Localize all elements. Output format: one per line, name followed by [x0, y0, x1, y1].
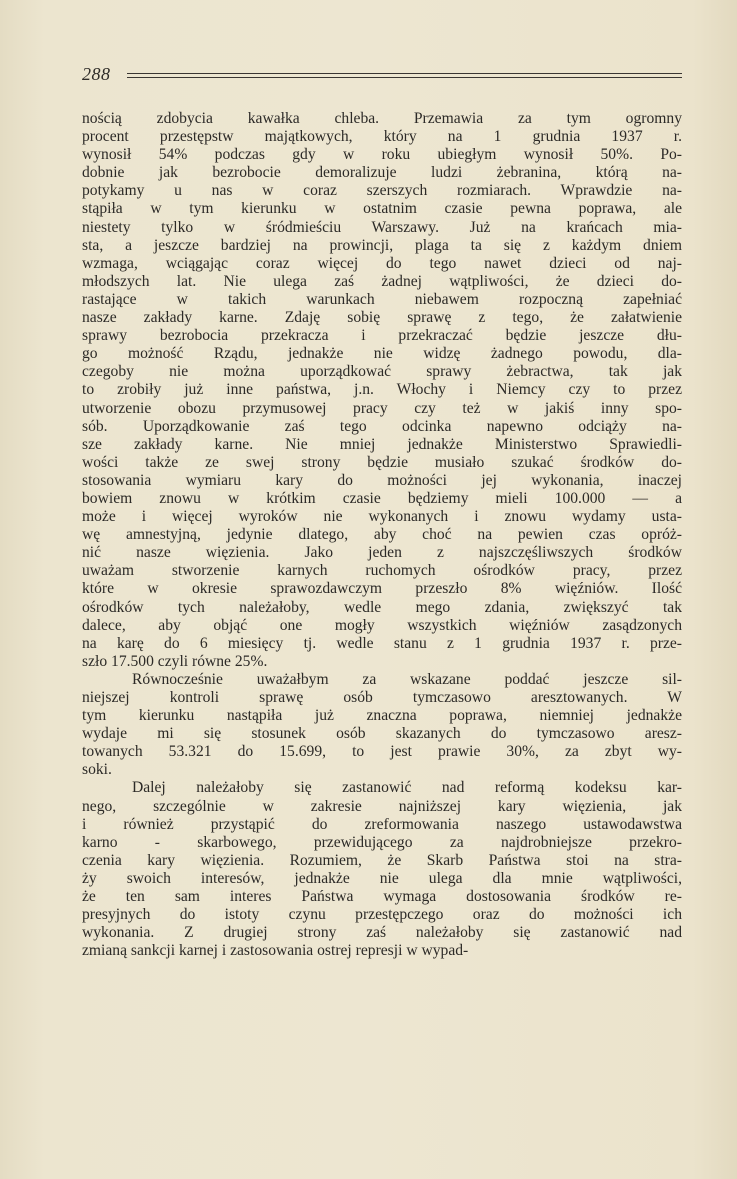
page-number: 288 — [82, 64, 111, 84]
paragraph — [82, 671, 682, 780]
text-line: ży swoich interesów, jednakże nie ulega dla mnie wątpliwości, — [82, 869, 682, 887]
header-rule — [127, 77, 682, 78]
text-line: wości także ze swej strony będzie musiało szukać środków do- — [82, 453, 682, 471]
text-line: sprawy bezrobocia przekracza i przekraczać będzie jeszcze dłu- — [82, 327, 682, 345]
text-line: wykonania. Z drugiej strony zaś należałoby się zastanowić nad — [82, 924, 682, 942]
text-line: niestety tylko w śródmieściu Warszawy. Już na krańcach mia- — [82, 218, 682, 236]
text-line: tym kierunku nastąpiła już znaczna poprawa, niemniej jednakże — [82, 707, 682, 725]
text-line: Dalej należałoby się zastanowić nad reformą kodeksu kar- — [132, 779, 682, 797]
text-line: sze zakłady karne. Nie mniej jednakże Ministerstwo Sprawiedli- — [82, 435, 682, 453]
text-line: czenia kary więzienia. Rozumiem, że Skarb Państwa stoi na stra- — [82, 851, 682, 869]
text-line: młodszych lat. Nie ulega zaś żadnej wątpliwości, że dzieci do- — [82, 272, 682, 290]
text-line: utworzenie obozu przymusowej pracy czy też w jakiś inny spo- — [82, 399, 682, 417]
text-line: stąpiła w tym kierunku w ostatnim czasie pewna poprawa, ale — [82, 200, 682, 218]
text-line: nasze zakłady karne. Zdaję sobię sprawę z tego, że załatwienie — [82, 309, 682, 327]
text-line: potykamy u nas w coraz szerszych rozmiarach. Wprawdzie na- — [82, 182, 682, 200]
text-line: niejszej kontroli sprawę osób tymczasowo aresztowanych. W — [82, 689, 682, 706]
text-line: stosowania wymiaru kary do możności jej wykonania, inaczej — [82, 471, 682, 489]
text-line: wę amnestyjną, jedynie dlatego, aby choć na pewien czas opróż- — [82, 526, 682, 544]
text-line: sób. Uporządkowanie zaś tego odcinka napewno odciąży na- — [82, 417, 682, 435]
text-line: wynosił 54% podczas gdy w roku ubiegłym wynosił 50%. Po- — [82, 146, 682, 164]
text-line: karno - skarbowego, przewidującego za najdrobniejsze przekro- — [82, 833, 682, 851]
text-line: Równocześnie uważałbym za wskazane poddać jeszcze sil- — [132, 670, 682, 688]
text-line: procent przestępstw majątkowych, który na 1 grudnia 1937 r. — [82, 128, 682, 146]
text-line: presyjnych do istoty czynu przestępczego oraz do możności ich — [82, 906, 682, 924]
text-line: że ten sam interes Państwa wymaga dostosowania środków re- — [82, 888, 682, 906]
text-line: może i więcej wyroków nie wykonanych i znowu wydamy usta- — [82, 508, 682, 526]
text-line: szło 17.500 czyli równe 25%. — [82, 652, 268, 670]
text-line: to zrobiły już inne państwa, j.n. Włochy i Niemcy czy to przez — [82, 381, 682, 399]
text-line: na karę do 6 miesięcy tj. wedle stanu z 1 grudnia 1937 r. prze- — [82, 634, 682, 652]
text-line: czegoby nie można uporządkować sprawy żebractwa, tak jak — [82, 363, 682, 381]
text-line: ośrodków tych należałoby, wedle mego zdania, zwiększyć tak — [82, 598, 682, 616]
text-line: dalece, aby objąć one mogły wszystkich więźniów zasądzonych — [82, 616, 682, 634]
text-line: wydaje mi się stosunek osób skazanych do tymczasowo aresz- — [82, 725, 682, 743]
text-line: nego, szczególnie w zakresie najniższej kary więzienia, jak — [82, 797, 682, 815]
paragraph — [82, 110, 682, 671]
text-line: uważam stworzenie karnych ruchomych ośrodków pracy, przez — [82, 562, 682, 580]
paragraph — [82, 779, 682, 960]
text-line: wzmaga, wciągając coraz więcej do tego nawet dzieci od naj- — [82, 254, 682, 272]
text-line: sta, a jeszcze bardziej na prowincji, plaga ta się z każdym dniem — [82, 236, 682, 254]
text-line: go możność Rządu, jednakże nie widzę żadnego powodu, dla- — [82, 345, 682, 363]
text-line: nością zdobycia kawałka chleba. Przemawia za tym ogromny — [82, 110, 682, 127]
text-line: towanych 53.321 do 15.699, to jest prawie 30%, za zbyt wy- — [82, 743, 682, 761]
header-rule — [127, 73, 682, 74]
text-line: rastające w takich warunkach niebawem rozpoczną zapełniać — [82, 290, 682, 308]
text-line: dobnie jak bezrobocie demoralizuje ludzi żebranina, którą na- — [82, 164, 682, 182]
text-line: nić nasze więzienia. Jako jeden z najszczęśliwszych środków — [82, 544, 682, 562]
text-line: soki. — [82, 761, 112, 779]
text-line: i również przystąpić do zreformowania naszego ustawodawstwa — [82, 815, 682, 833]
text-line: zmianą sankcji karnej i zastosowania ostrej represji w wypad- — [82, 942, 469, 960]
text-line: które w okresie sprawozdawczym przeszło 8% więźniów. Ilość — [82, 580, 682, 598]
text-line: bowiem znowu w krótkim czasie będziemy mieli 100.000 — a — [82, 489, 682, 507]
page-header — [82, 64, 682, 88]
body-text — [82, 110, 682, 960]
